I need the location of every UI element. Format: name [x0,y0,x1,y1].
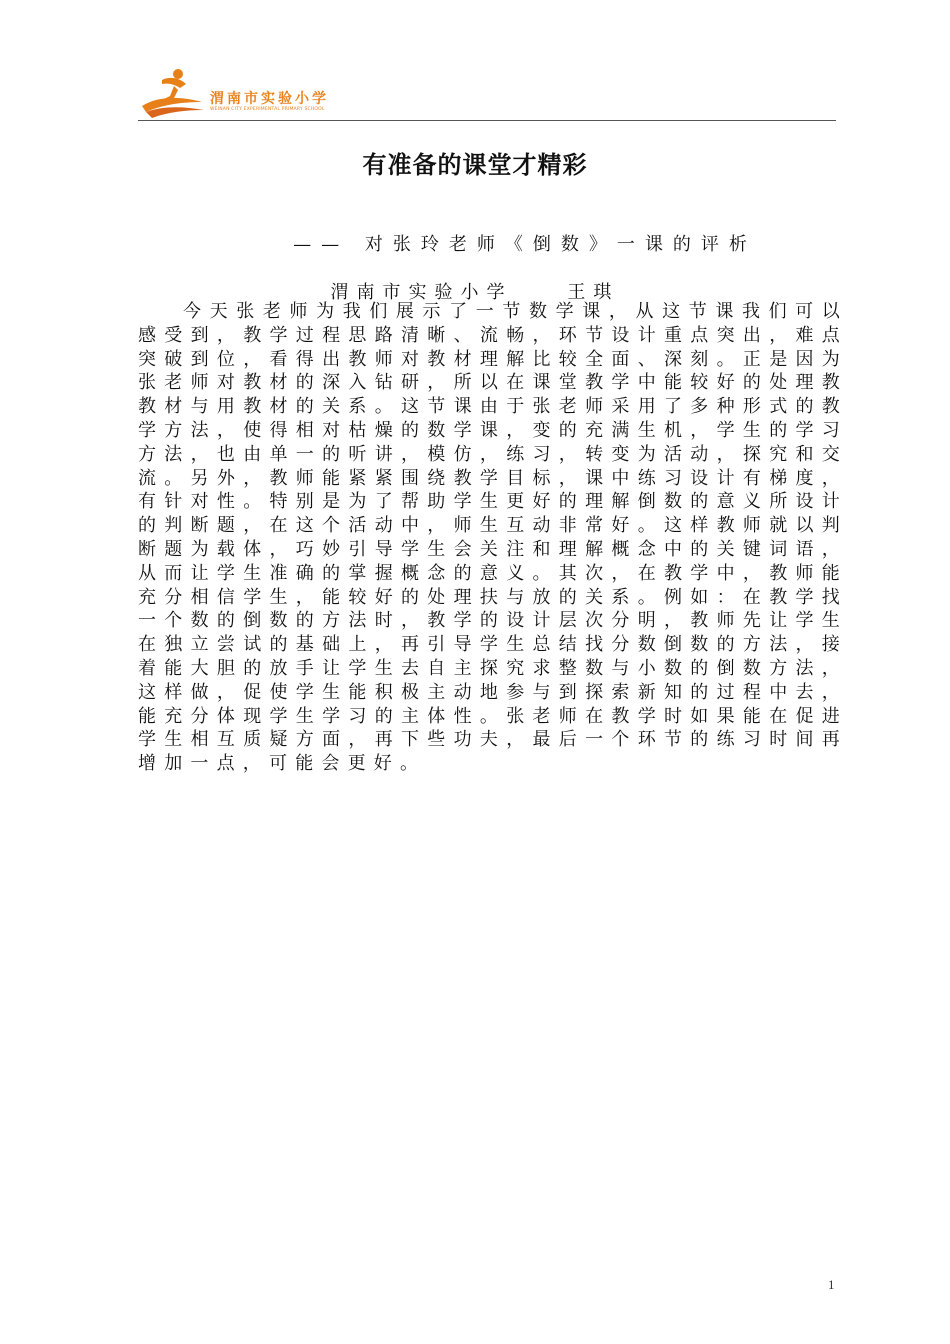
page-number: 1 [828,1277,835,1292]
school-logo [140,66,340,118]
school-emblem-icon [140,66,210,118]
document-body: 今天张老师为我们展示了一节数学课，从这节课我们可以感受到，教学过程思路清晰、流畅，环节设计重点突出，难点突破到位，看得出教师对教材理解比较全面、深刻。正是因为张老师对教材的深入钻研，所以在课堂教学中能较好的处理教教材与用教材的关系。这节课由于张老师采用了多种形式的教学方法，使得相对枯燥的数学课，变的充满生机，学生的学习方法，也由单一的听讲，模仿，练习，转变为活动，探究和交流。另外，教师能紧紧围绕教学目标，课中练习设计有梯度，有针对性。特别是为了帮助学生更好的理解倒数的意义所设计的判断题，在这个活动中，师生互动非常好。这样教师就以判断题为载体，巧妙引导学生会关注和理解概念中的关键词语，从而让学生准确的掌握概念的意义。其次，在教学中，教师能充分相信学生，能较好的处理扶与放的关系。例如：在教学找一个数的倒数的方法时，教学的设计层次分明，教师先让学生在独立尝试的基础上，再引导学生总结找分数倒数的方法，接着能大胆的放手让学生去自主探究求整数与小数的倒数方法，这样做，促使学生能积极主动地参与到探索新知的过程中去，能充分体现学生学习的主体性。张老师在教学时如果能在促进学生相互质疑方面，再下些功夫，最后一个环节的练习时间再增加一点，可能会更好。 [138,301,848,775]
logo-chinese-name: 渭南市实验小学 [210,91,329,107]
document-title: 有准备的课堂才精彩 [362,151,588,179]
document-subtitle: —— 对张玲老师《倒数》一课的评析 [293,234,757,255]
logo-english-name: WEINAN CITY EXPERIMENTAL PRIMARY SCHOOL [210,107,325,112]
page-header [0,0,950,130]
header-divider [138,120,836,121]
document-author: 渭南市实验小学 王琪 [330,282,620,303]
